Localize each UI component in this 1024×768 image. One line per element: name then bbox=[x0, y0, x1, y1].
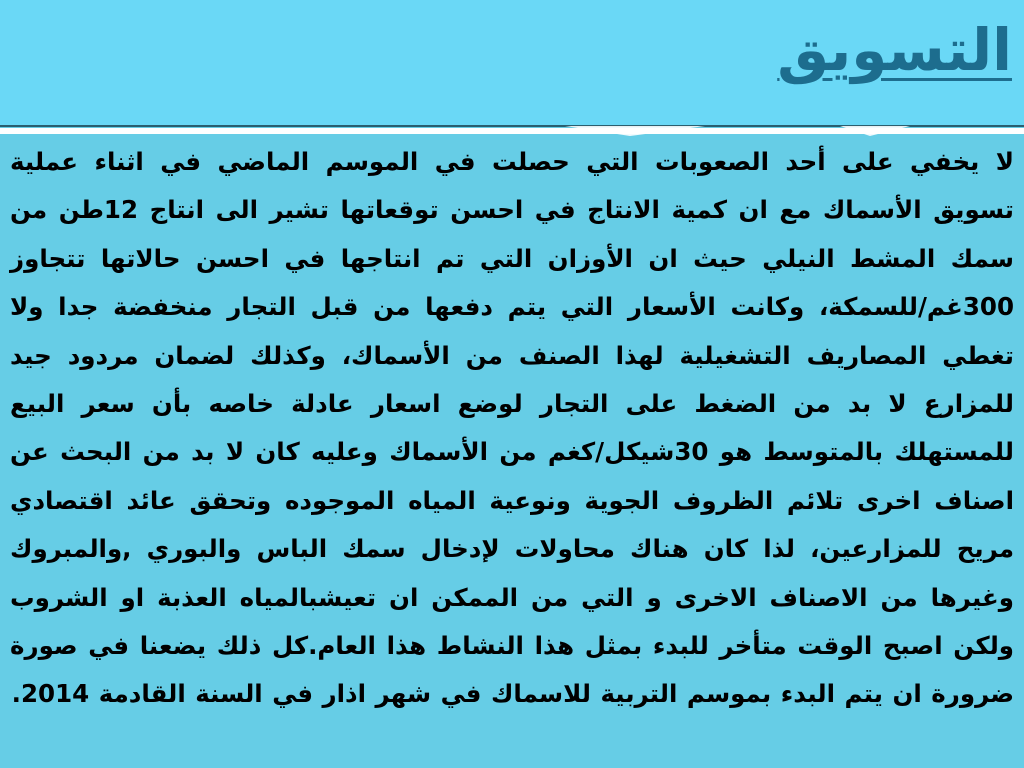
slide-title: التسويق bbox=[777, 16, 1012, 84]
title-separator bbox=[0, 124, 1024, 138]
body-text: لا يخفي على أحد الصعوبات التي حصلت في الموسم الماضي في اثناء عملية تسويق الأسماك مع ان كمية الانتاج في احسن توقعاتها تشير الى انتاج 12طن من سمك المشط النيلي حيث ان الأوزان التي تم انتاجها في احسن حالاتها تتجاوز 300غم/للسمكة، وكانت الأسعار التي يتم دفعها من قبل التجار منخفضة جدا ولا تغطي المصاريف التشغيلية لهذا الصنف من الأسماك، وكذلك لضمان مردود جيد للمزارع لا بد من الضغط على التجار لوضع اسعار عادلة خاصه بأن سعر البيع للمستهلك بالمتوسط هو 30شيكل/كغم من الأسماك وعليه كان لا بد من البحث عن اصناف اخرى تلائم الظروف الجوية ونوعية المياه الموجوده وتحقق عائد اقتصادي مريح للمزارعين، لذا كان هناك محاولات لإدخال سمك الباس والبوري ,والمبروك وغيرها من الاصناف الاخرى و التي من الممكن ان تعيشبالمياه العذبة او الشروب ولكن اصبح الوقت متأخر للبدء بمثل هذا النشاط هذا العام.كل ذلك يضعنا في صورة ضرورة ان يتم البدء بموسم التربية للاسماك في شهر اذار في السنة القادمة 2014. bbox=[10, 147, 1014, 709]
